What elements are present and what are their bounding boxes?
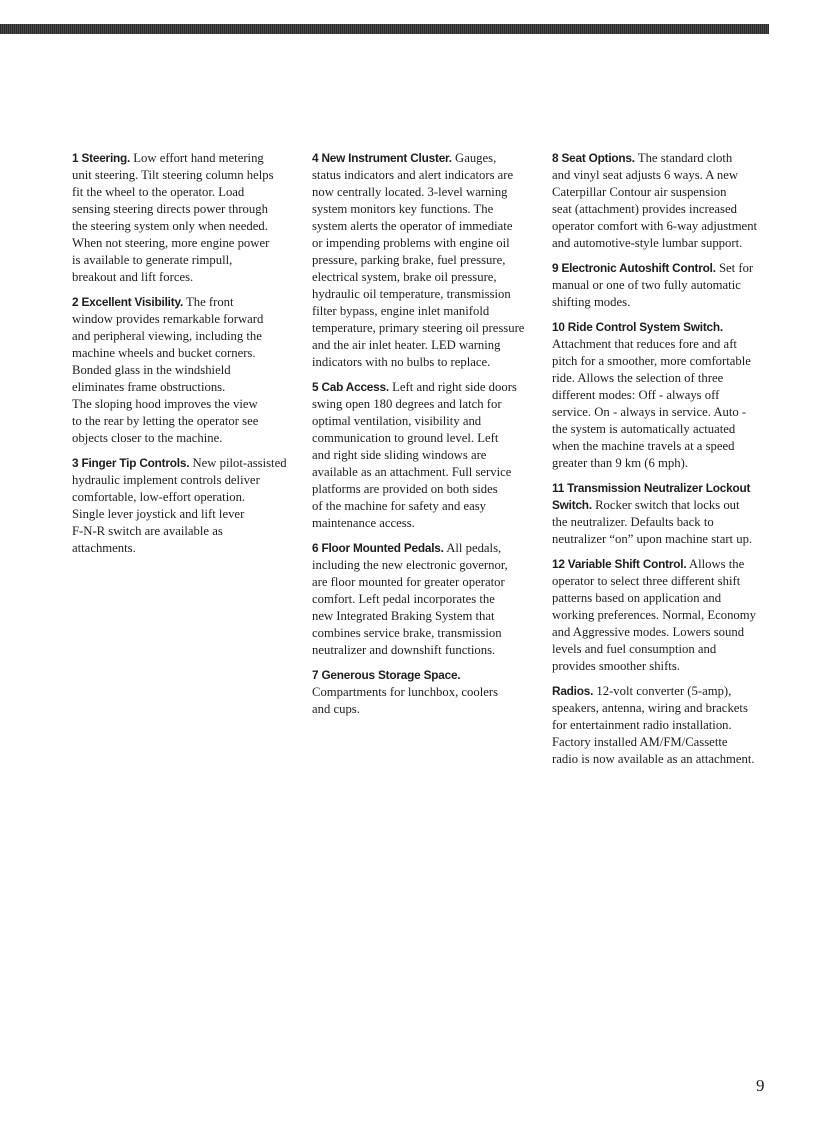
section-heading: 3 Finger Tip Controls. [72, 456, 190, 470]
section-heading: 5 Cab Access. [312, 380, 389, 394]
section-neutralizer-lockout [552, 480, 772, 548]
section-variable-shift [552, 556, 772, 675]
section-heading: 12 Variable Shift Control. [552, 557, 687, 571]
section-finger-tip-controls [72, 455, 290, 557]
section-text: Low effort hand metering unit steering. Tilt steering column helps fit the wheel to the operator. Load sensing steering directs power through the steering system only when needed. When not steering, more engine power is available to generate rimpull, breakout and lift forces. [72, 151, 274, 284]
section-text: The standard cloth and vinyl seat adjusts 6 ways. A new Caterpillar Contour air suspension seat (attachment) provides increased operator comfort with 6-way adjustment and automotive-style lumbar support. [552, 151, 758, 250]
section-text: New pilot-assisted hydraulic implement controls deliver comfortable, low-effort operation. Single lever joystick and lift lever F-N-R switch are available as attachments. [72, 456, 287, 555]
section-heading: 7 Generous Storage Space. [312, 668, 461, 682]
section-ride-control [552, 319, 772, 472]
section-heading: 8 Seat Options. [552, 151, 635, 165]
section-text: Set for manual or one of two fully automatic shifting modes. [552, 261, 754, 309]
section-heading: 11 Transmission Neutralizer Lockout Switch. [552, 481, 751, 512]
section-heading: Radios. [552, 684, 594, 698]
section-radios [552, 683, 772, 768]
section-cab-access [312, 379, 532, 532]
section-heading: 2 Excellent Visibility. [72, 295, 184, 309]
header-rule [0, 24, 769, 34]
section-text: Allows the operator to select three different shift patterns based on application and working preferences. Normal, Economy and Aggressive modes. Lowers sound levels and fuel consumption and provides smoother shifts. [552, 557, 756, 673]
section-heading: 9 Electronic Autoshift Control. [552, 261, 716, 275]
column-1 [72, 150, 290, 565]
column-2 [312, 150, 532, 726]
section-heading: 6 Floor Mounted Pedals. [312, 541, 444, 555]
section-floor-pedals [312, 540, 532, 659]
section-text: The front window provides remarkable forward and peripheral viewing, including the machine wheels and bucket corners. Bonded glass in the windshield eliminates frame obstructions. The sloping hood improves the view to the rear by letting the operator see objects closer to the machine. [72, 295, 264, 445]
section-heading: 10 Ride Control System Switch. [552, 320, 723, 334]
section-text: All pedals, including the new electronic governor, are floor mounted for greater operator comfort. Left pedal incorporates the new Integrated Braking System that combines service brake, transmission neutralizer and downshift functions. [312, 541, 508, 657]
section-seat-options [552, 150, 772, 252]
section-visibility [72, 294, 290, 447]
section-text: Rocker switch that locks out the neutralizer. Defaults back to neutralizer “on” upon machine start up. [552, 498, 753, 546]
section-heading: 1 Steering. [72, 151, 131, 165]
section-text: Left and right side doors swing open 180 degrees and latch for optimal ventilation, visibility and communication to ground level. Left and right side sliding windows are available as an attachment. Full service platforms are provided on both sides of the machine for safety and easy maintenance access. [312, 380, 517, 530]
section-text: Attachment that reduces fore and aft pitch for a smoother, more comfortable ride. Allows the selection of three different modes: Off - always off service. On - always in service. Auto - the system is automatically actuated when the machine travels at a speed greater than 9 km (6 mph). [552, 337, 751, 470]
section-instrument-cluster [312, 150, 532, 371]
section-heading: 4 New Instrument Cluster. [312, 151, 452, 165]
column-3 [552, 150, 772, 776]
section-steering [72, 150, 290, 286]
section-text: 12-volt converter (5-amp), speakers, antenna, wiring and brackets for entertainment radio installation. Factory installed AM/FM/Cassette radio is now available as an attachment. [552, 684, 755, 766]
page-number: 9 [756, 1076, 765, 1095]
section-storage [312, 667, 532, 718]
section-autoshift [552, 260, 772, 311]
section-text: Compartments for lunchbox, coolers and cups. [312, 685, 499, 716]
section-text: Gauges, status indicators and alert indicators are now centrally located. 3-level warning system monitors key functions. The system alerts the operator of immediate or impending problems with engine oil pressure, parking brake, fuel pressure, electrical system, brake oil pressure, hydraulic oil temperature, transmission filter bypass, engine inlet manifold temperature, primary steering oil pressure and the air inlet heater. LED warning indicators with no bulbs to replace. [312, 151, 525, 369]
